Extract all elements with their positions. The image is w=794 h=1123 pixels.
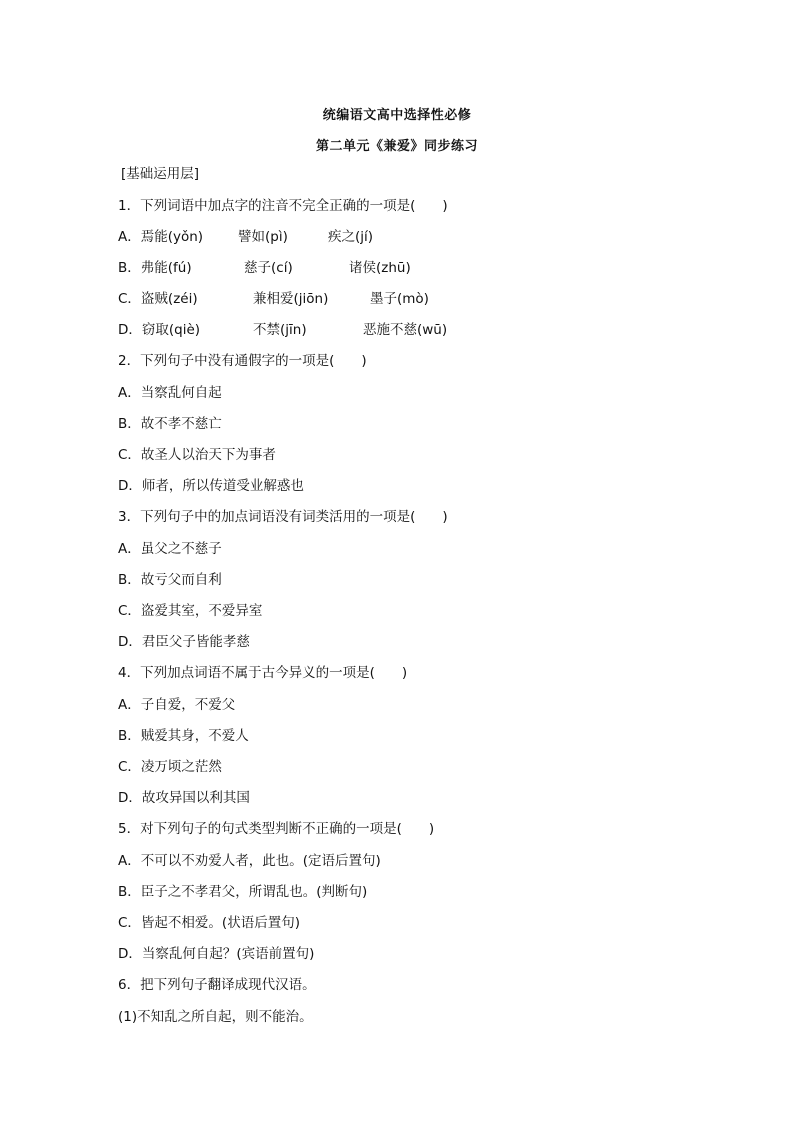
question-2-stem: 2．下列句子中没有通假字的一项是( ) <box>118 353 367 369</box>
question-1-option-b <box>118 259 411 277</box>
question-1-option-a <box>118 228 373 246</box>
question-3-option-d: D．君臣父子皆能孝慈 <box>118 634 250 650</box>
question-4-option-b: B．贼爱其身，不爱人 <box>118 728 249 744</box>
question-5-option-a: A．不可以不劝爱人者，此也。(定语后置句) <box>118 853 381 869</box>
option-c-word-3: 墨子(mò) <box>370 291 429 307</box>
option-c-word-1: C．盗贼(zéi) <box>118 291 198 307</box>
option-d-word-3: 恶施不慈(wū) <box>363 322 448 338</box>
option-a-word-1: A．焉能(yǒn) <box>118 229 204 245</box>
option-b-word-2: 慈子(cí) <box>244 260 293 276</box>
question-5-option-c: C．皆起不相爱。(状语后置句) <box>118 915 300 931</box>
section-heading: [基础运用层] <box>121 166 200 182</box>
question-6-item-1: (1)不知乱之所自起，则不能治。 <box>118 1009 313 1025</box>
question-3-option-b: B．故亏父而自利 <box>118 572 222 588</box>
question-4-option-c: C．凌万顷之茫然 <box>118 759 222 775</box>
question-3-stem: 3．下列句子中的加点词语没有词类活用的一项是( ) <box>118 509 448 525</box>
option-b-word-3: 诸侯(zhū) <box>349 260 411 276</box>
question-2-option-b: B．故不孝不慈亡 <box>118 416 222 432</box>
question-1-stem: 1．下列词语中加点字的注音不完全正确的一项是( ) <box>118 198 448 214</box>
question-2-option-c: C．故圣人以治天下为事者 <box>118 447 276 463</box>
question-5-option-b: B．臣子之不孝君父，所谓乱也。(判断句) <box>118 884 368 900</box>
question-6-stem: 6．把下列句子翻译成现代汉语。 <box>118 977 316 993</box>
question-2-option-d: D．师者，所以传道受业解惑也 <box>118 478 304 494</box>
document-subtitle: 第二单元《兼爱》同步练习 <box>315 139 478 154</box>
question-1-option-c <box>118 290 429 308</box>
option-b-word-1: B．弗能(fú) <box>118 260 192 276</box>
question-4-stem: 4．下列加点词语不属于古今异义的一项是( ) <box>118 665 408 681</box>
question-3-option-c: C．盗爱其室，不爱异室 <box>118 603 263 619</box>
question-5-stem: 5．对下列句子的句式类型判断不正确的一项是( ) <box>118 821 435 837</box>
option-c-word-2: 兼相爱(jiōn) <box>253 291 329 307</box>
question-1-option-d <box>118 321 447 339</box>
option-d-word-1: D．窃取(qiè) <box>118 322 201 338</box>
question-2-option-a: A．当察乱何自起 <box>118 385 222 401</box>
document-title: 统编语文高中选择性必修 <box>322 108 472 123</box>
question-5-option-d: D．当察乱何自起？(宾语前置句) <box>118 946 315 962</box>
question-4-option-d: D．故攻异国以利其国 <box>118 790 250 806</box>
option-d-word-2: 不禁(jīn) <box>253 322 307 338</box>
question-4-option-a: A．子自爱，不爱父 <box>118 697 236 713</box>
option-a-word-3: 疾之(jí) <box>328 229 374 245</box>
question-3-option-a: A．虽父之不慈子 <box>118 541 222 557</box>
option-a-word-2: 譬如(pì) <box>238 229 288 245</box>
